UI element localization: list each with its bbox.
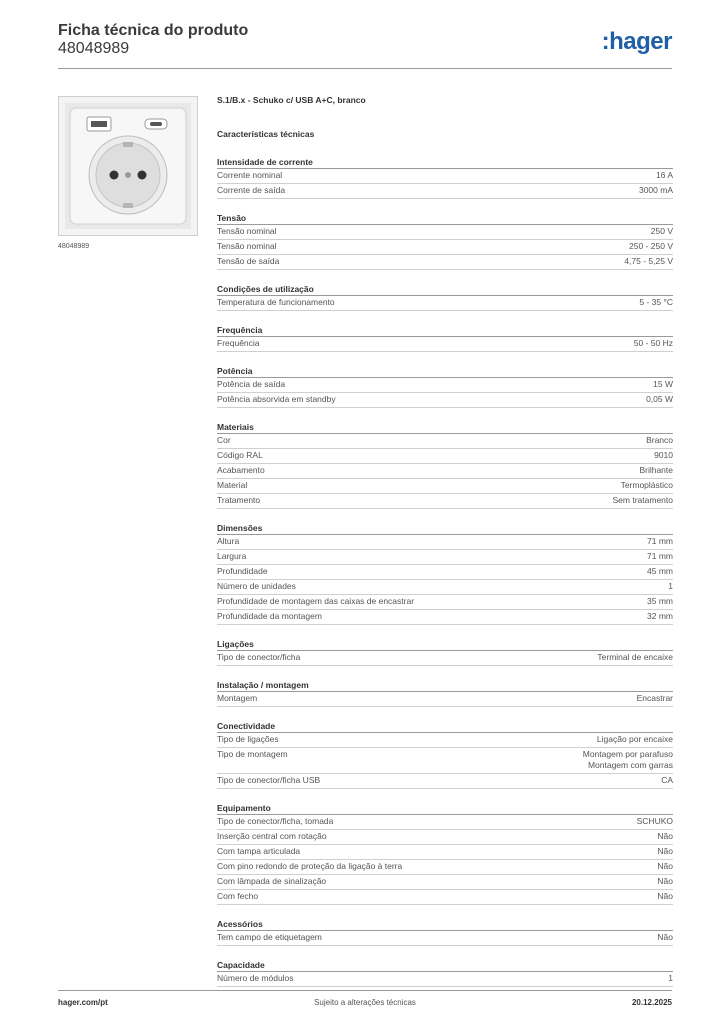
spec-value-line: Brilhante <box>639 465 673 475</box>
spec-label: Inserção central com rotação <box>217 831 327 841</box>
spec-row <box>217 296 673 311</box>
spec-value <box>639 297 673 308</box>
spec-value <box>657 861 673 872</box>
hager-logo: :hager <box>601 28 672 55</box>
spec-row <box>217 434 673 449</box>
spec-label: Corrente de saída <box>217 185 286 195</box>
spec-value-line: Não <box>657 861 673 871</box>
spec-value-line: Não <box>657 891 673 901</box>
spec-label: Tem campo de etiquetagem <box>217 932 322 942</box>
spec-value-line: 1 <box>668 973 673 983</box>
spec-label: Com pino redondo de proteção da ligação à terra <box>217 861 403 871</box>
specs-title: Características técnicas <box>217 129 315 139</box>
spec-section <box>217 276 673 311</box>
spec-row <box>217 479 673 494</box>
spec-value-line: Ligação por encaixe <box>596 734 673 744</box>
spec-value <box>646 394 673 405</box>
spec-section <box>217 911 673 946</box>
spec-value-line: 3000 mA <box>638 185 673 195</box>
spec-value-line: 250 - 250 V <box>629 241 673 251</box>
section-title: Acessórios <box>217 911 673 931</box>
spec-section <box>217 515 673 625</box>
spec-value-line: 5 - 35 °C <box>639 297 673 307</box>
spec-label: Acabamento <box>217 465 265 475</box>
spec-section <box>217 149 673 199</box>
spec-value-line: Termoplástico <box>620 480 673 490</box>
spec-label: Altura <box>217 536 240 546</box>
section-title: Intensidade de corrente <box>217 149 673 169</box>
spec-value-line: Não <box>657 932 673 942</box>
spec-value-line: SCHUKO <box>636 816 673 826</box>
spec-row <box>217 972 673 987</box>
spec-label: Com tampa articulada <box>217 846 301 856</box>
footer-date: 20.12.2025 <box>631 998 672 1007</box>
section-title: Frequência <box>217 317 673 337</box>
spec-value-line: Montagem com garras <box>587 760 673 770</box>
spec-row <box>217 830 673 845</box>
spec-value-line: Terminal de encaixe <box>597 652 673 662</box>
spec-label: Tensão de saída <box>217 256 280 266</box>
spec-row <box>217 931 673 946</box>
spec-label: Largura <box>217 551 247 561</box>
spec-row <box>217 815 673 830</box>
spec-value <box>634 338 673 349</box>
spec-label: Montagem <box>217 693 258 703</box>
spec-label: Com fecho <box>217 891 259 901</box>
spec-row <box>217 464 673 479</box>
spec-row <box>217 610 673 625</box>
spec-value <box>639 185 673 196</box>
spec-section <box>217 795 673 905</box>
spec-value-line: Não <box>657 831 673 841</box>
spec-value-line: 50 - 50 Hz <box>633 338 673 348</box>
spec-value <box>647 596 673 607</box>
spec-row <box>217 845 673 860</box>
spec-label: Frequência <box>217 338 260 348</box>
brand-name: hager <box>609 28 672 55</box>
spec-label: Tipo de conector/ficha <box>217 652 301 662</box>
spec-label: Tensão nominal <box>217 226 277 236</box>
spec-section <box>217 205 673 270</box>
section-title: Capacidade <box>217 952 673 972</box>
spec-label: Número de unidades <box>217 581 296 591</box>
spec-label: Número de módulos <box>217 973 294 983</box>
spec-row <box>217 692 673 707</box>
spec-value <box>624 256 673 267</box>
footer-disclaimer: Sujeito a alterações técnicas <box>314 998 416 1007</box>
spec-section <box>217 317 673 352</box>
spec-value-line: CA <box>661 775 673 785</box>
spec-label: Profundidade da montagem <box>217 611 322 621</box>
spec-value <box>661 775 673 786</box>
spec-row <box>217 651 673 666</box>
spec-value <box>621 480 673 491</box>
spec-value-line: Não <box>657 876 673 886</box>
spec-value <box>647 566 673 577</box>
spec-label: Profundidade de montagem das caixas de encastrar <box>217 596 415 606</box>
spec-row <box>217 890 673 905</box>
spec-value-line: 9010 <box>654 450 673 460</box>
section-title: Conectividade <box>217 713 673 733</box>
spec-label: Corrente nominal <box>217 170 283 180</box>
spec-value <box>647 611 673 622</box>
section-title: Tensão <box>217 205 673 225</box>
spec-label: Tratamento <box>217 495 261 505</box>
spec-row <box>217 240 673 255</box>
spec-section <box>217 672 673 707</box>
spec-label: Temperatura de funcionamento <box>217 297 335 307</box>
spec-value-line: 0,05 W <box>646 394 673 404</box>
spec-label: Profundidade <box>217 566 268 576</box>
spec-label: Tipo de conector/ficha USB <box>217 775 321 785</box>
spec-value-line: 250 V <box>650 226 673 236</box>
footer-website: hager.com/pt <box>58 998 108 1007</box>
spec-value-line: Sem tratamento <box>612 495 673 505</box>
spec-value-line: 16 A <box>655 170 673 180</box>
product-image <box>58 96 198 236</box>
spec-section <box>217 631 673 666</box>
spec-label: Tensão nominal <box>217 241 277 251</box>
spec-row <box>217 393 673 408</box>
spec-value-line: 15 W <box>653 379 673 389</box>
spec-row <box>217 565 673 580</box>
spec-value <box>637 693 673 704</box>
spec-label: Tipo de ligações <box>217 734 279 744</box>
spec-value <box>657 932 673 943</box>
spec-value <box>647 551 673 562</box>
spec-value-line: 71 mm <box>647 551 673 561</box>
spec-row <box>217 550 673 565</box>
spec-row <box>217 494 673 509</box>
spec-label: Cor <box>217 435 231 445</box>
spec-value <box>657 891 673 902</box>
spec-row <box>217 748 673 774</box>
section-title: Ligações <box>217 631 673 651</box>
spec-row <box>217 169 673 184</box>
section-title: Dimensões <box>217 515 673 535</box>
spec-value-line: 32 mm <box>647 611 673 621</box>
spec-value <box>637 816 673 827</box>
spec-value <box>668 973 673 984</box>
spec-label: Código RAL <box>217 450 263 460</box>
spec-value <box>657 831 673 842</box>
spec-label: Com lâmpada de sinalização <box>217 876 327 886</box>
product-name: S.1/B.x - Schuko c/ USB A+C, branco <box>217 95 366 105</box>
spec-value <box>653 379 673 390</box>
spec-row <box>217 595 673 610</box>
spec-row <box>217 255 673 270</box>
header-divider <box>58 68 672 69</box>
section-title: Condições de utilização <box>217 276 673 296</box>
spec-value <box>597 734 673 745</box>
section-title: Equipamento <box>217 795 673 815</box>
spec-label: Material <box>217 480 248 490</box>
spec-value <box>651 226 673 237</box>
spec-sections <box>217 149 673 987</box>
spec-value-line: 45 mm <box>647 566 673 576</box>
spec-section <box>217 952 673 987</box>
spec-value-line: 71 mm <box>647 536 673 546</box>
spec-row <box>217 580 673 595</box>
spec-value <box>657 846 673 857</box>
spec-value-line: 4,75 - 5,25 V <box>624 256 673 266</box>
spec-content <box>217 95 673 987</box>
spec-row <box>217 378 673 393</box>
image-caption: 48048989 <box>58 243 90 250</box>
spec-value-line: Branco <box>646 435 673 445</box>
spec-value <box>657 876 673 887</box>
spec-value <box>654 450 673 461</box>
spec-row <box>217 449 673 464</box>
spec-value <box>656 170 673 181</box>
spec-label: Potência absorvida em standby <box>217 394 336 404</box>
spec-label: Potência de saída <box>217 379 286 389</box>
spec-row <box>217 225 673 240</box>
spec-section <box>217 358 673 408</box>
spec-row <box>217 337 673 352</box>
spec-section <box>217 713 673 789</box>
spec-row <box>217 535 673 550</box>
spec-value-line: Montagem por parafuso <box>582 749 673 759</box>
spec-value-line: 35 mm <box>647 596 673 606</box>
spec-value <box>668 581 673 592</box>
section-title: Potência <box>217 358 673 378</box>
spec-row <box>217 774 673 789</box>
spec-value <box>646 435 673 446</box>
section-title: Instalação / montagem <box>217 672 673 692</box>
spec-value <box>639 465 673 476</box>
spec-label: Tipo de conector/ficha, tomada <box>217 816 334 826</box>
section-title: Materiais <box>217 414 673 434</box>
spec-row <box>217 184 673 199</box>
spec-value-line: Não <box>657 846 673 856</box>
spec-row <box>217 875 673 890</box>
spec-row <box>217 733 673 748</box>
spec-section <box>217 414 673 509</box>
spec-value <box>583 749 673 771</box>
spec-value <box>613 495 673 506</box>
spec-value-line: 1 <box>668 581 673 591</box>
spec-row <box>217 860 673 875</box>
spec-label: Tipo de montagem <box>217 749 288 759</box>
socket-illustration <box>59 97 197 235</box>
footer-divider <box>58 990 672 991</box>
spec-value <box>629 241 673 252</box>
spec-value <box>597 652 673 663</box>
document-header <box>58 22 248 58</box>
spec-value <box>647 536 673 547</box>
document-title: Ficha técnica do produto <box>58 22 249 39</box>
product-code: 48048989 <box>58 40 130 57</box>
spec-value-line: Encastrar <box>636 693 673 703</box>
